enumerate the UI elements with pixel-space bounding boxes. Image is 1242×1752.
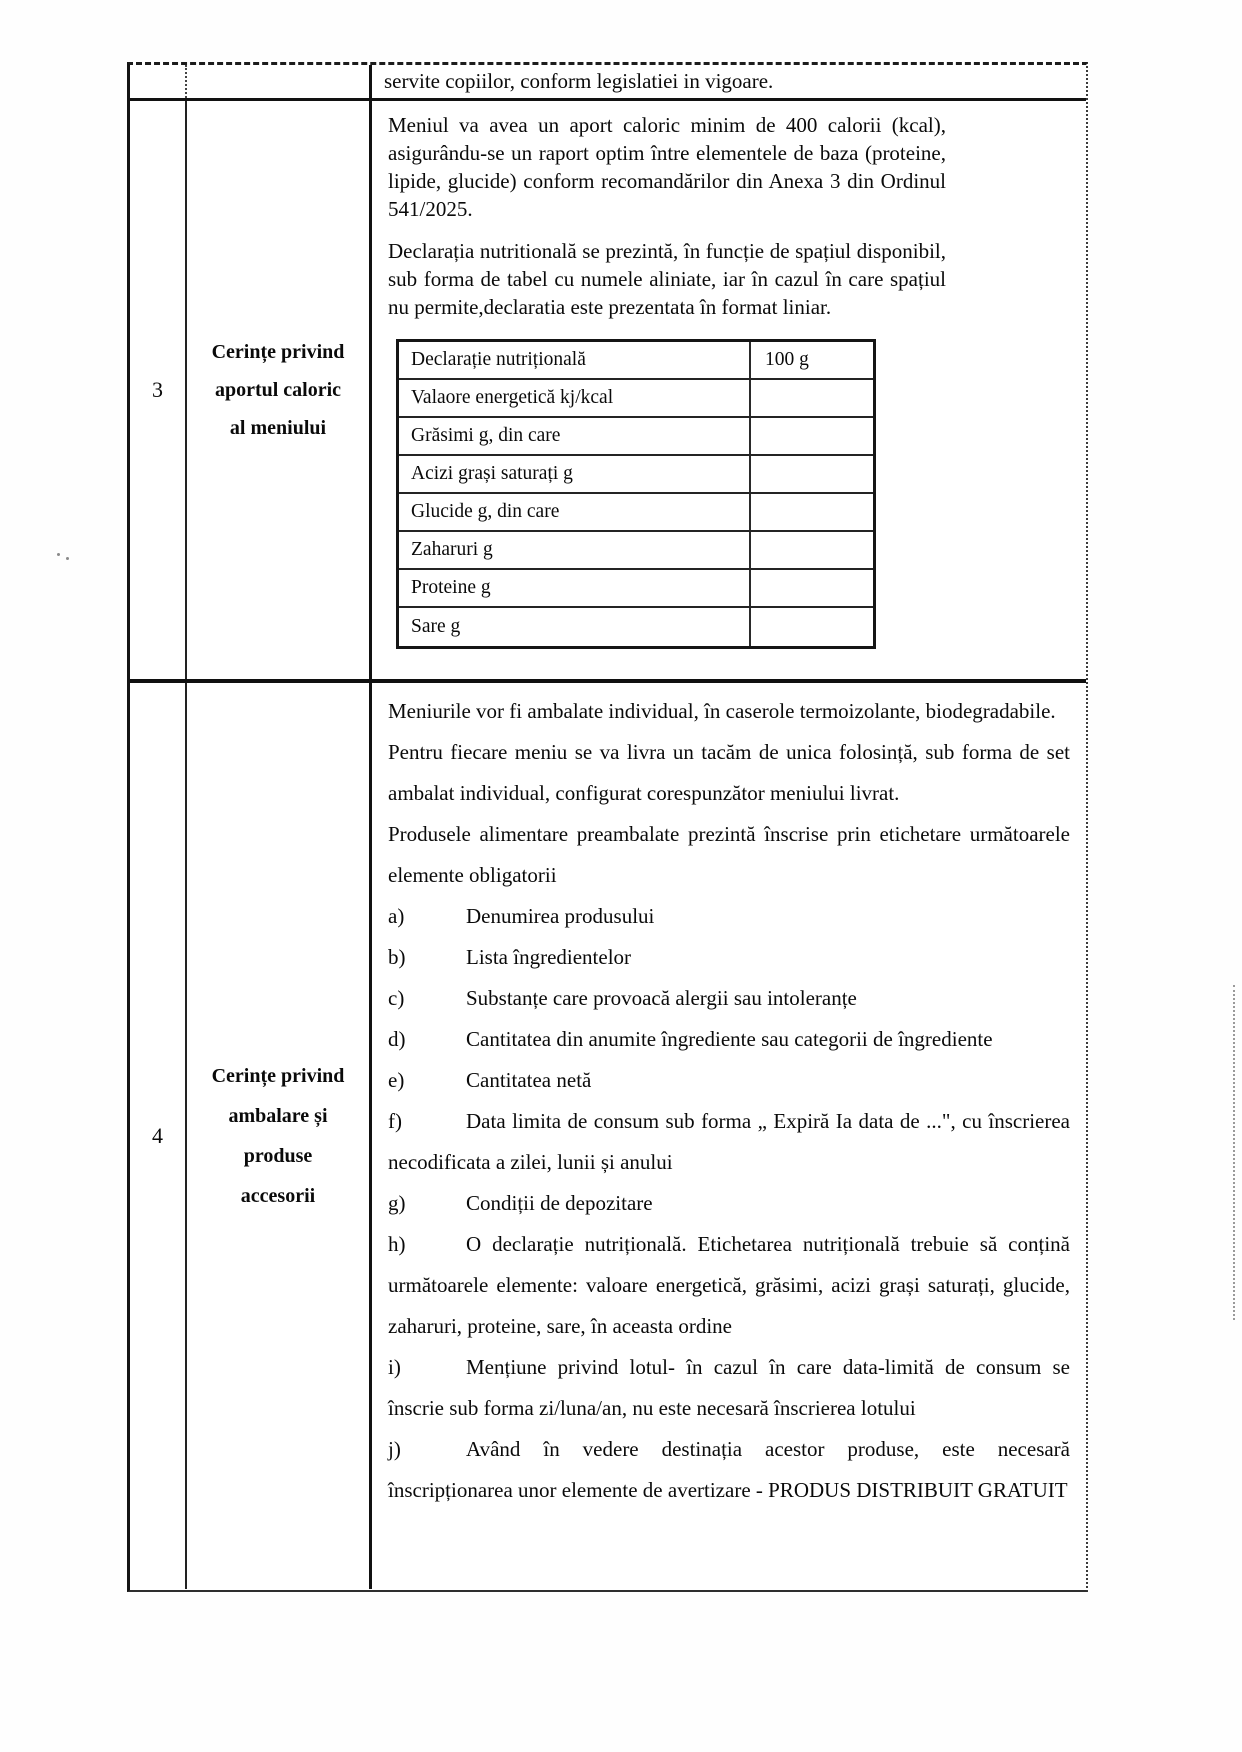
nutrition-row [399, 608, 873, 646]
carryover-row [130, 65, 1086, 101]
requirements-table [127, 62, 1088, 1592]
row-4-number-cell [130, 683, 187, 1589]
list-text: Mențiune privind lotul- în cazul în care data-limită de consum se înscrie sub forma zi/luna/an, nu este necesară înscrierea lotului [388, 1355, 1070, 1420]
row-number: 4 [152, 1123, 163, 1148]
scan-edge-artifact [1233, 985, 1235, 1320]
list-item [388, 896, 1070, 937]
list-text: Substanțe care provoacă alergii sau intoleranțe [466, 986, 857, 1010]
row-3-content-cell [372, 101, 1086, 679]
list-text: Condiții de depozitare [466, 1191, 653, 1215]
carryover-content-cell [372, 65, 1086, 98]
nutrition-row-label: Valaore energetică kj/kcal [399, 380, 751, 416]
list-item [388, 1101, 1070, 1183]
row-label-line: produse [243, 1145, 313, 1167]
nutrition-row-value [751, 608, 873, 646]
nutrition-row [399, 532, 873, 570]
list-marker: g) [388, 1191, 406, 1215]
row-3-number-cell [130, 101, 187, 679]
nutrition-header-value: 100 g [765, 349, 809, 370]
list-item [388, 1347, 1070, 1429]
nutrition-row-label: Grăsimi g, din care [399, 418, 751, 454]
nutrition-row-value [751, 380, 873, 416]
nutrition-row-value [751, 418, 873, 454]
list-item [388, 1183, 1070, 1224]
nutrition-row-value [751, 456, 873, 492]
list-marker: i) [388, 1355, 401, 1379]
content-paragraph: Declarația nutritională se prezintă, în funcție de spațiul disponibil, sub forma de tabel cu numele aliniate, iar în cazul în care spațiul nu permite,declaratia este prezentata în format liniar. [388, 239, 946, 319]
row-label-line: accesorii [240, 1185, 316, 1207]
list-marker: e) [388, 1068, 405, 1092]
list-text: O declarație nutrițională. Etichetarea nutrițională trebuie să conțină următoarele elemente: valoare energetică, grăsimi, acizi grași saturați, glucide, zaharuri, proteine, sare, în aceasta ordine [388, 1232, 1070, 1338]
content-paragraph: Meniurile vor fi ambalate individual, în caserole termoizolante, biodegradabile. [388, 699, 1056, 723]
row-4 [130, 683, 1086, 1589]
list-marker: b) [388, 945, 406, 969]
list-marker: f) [388, 1109, 402, 1133]
nutrition-row-label: Acizi grași saturați g [399, 456, 751, 492]
list-text: Denumirea produsului [466, 904, 655, 928]
nutrition-row [399, 418, 873, 456]
nutrition-row-value [751, 494, 873, 530]
list-text: Cantitatea netă [466, 1068, 592, 1092]
row-label-line: ambalare și [228, 1105, 328, 1127]
nutrition-row [399, 494, 873, 532]
row-4-label-cell [187, 683, 372, 1589]
carryover-label-cell [187, 65, 372, 98]
list-item [388, 1224, 1070, 1347]
list-marker: c) [388, 986, 405, 1010]
list-item [388, 1019, 1070, 1060]
nutrition-row [399, 456, 873, 494]
row-number: 3 [152, 377, 163, 402]
row-3 [130, 101, 1086, 683]
list-item [388, 1429, 1070, 1511]
list-marker: j) [388, 1437, 401, 1461]
list-item [388, 937, 1070, 978]
nutrition-header-row [399, 342, 873, 380]
content-paragraph: Produsele alimentare preambalate prezintă înscrise prin etichetare următoarele elemente obligatorii [388, 822, 1070, 887]
list-marker: h) [388, 1232, 406, 1256]
list-item [388, 978, 1070, 1019]
carryover-text: servite copiilor, conform legislatiei in vigoare. [384, 69, 774, 93]
nutrition-row [399, 570, 873, 608]
nutrition-row-label: Proteine g [399, 570, 751, 606]
nutrition-header-label: Declarație nutrițională [399, 342, 751, 378]
scan-speck [66, 557, 69, 560]
nutrition-row [399, 380, 873, 418]
list-text: Având în vedere destinația acestor produse, este necesară înscripționarea unor elemente de avertizare - PRODUS DISTRIBUIT GRATUIT [388, 1437, 1070, 1502]
list-text: Cantitatea din anumite îngrediente sau categorii de îngrediente [466, 1027, 993, 1051]
list-marker: d) [388, 1027, 406, 1051]
nutrition-row-label: Sare g [399, 608, 751, 646]
carryover-number-cell [130, 65, 187, 98]
list-text: Lista îngredientelor [466, 945, 632, 969]
list-marker: a) [388, 904, 405, 928]
list-text: Data limita de consum sub forma „ Expiră Ia data de ...", cu înscrierea necodificata a zilei, lunii și anului [388, 1109, 1070, 1174]
content-paragraph: Meniul va avea un aport caloric minim de 400 calorii (kcal), asigurându-se un raport optim între elementele de baza (proteine, lipide, glucide) conform recomandărilor din Anexa 3 din Ordinul 541/2025. [388, 113, 946, 221]
row-label-line: Cerințe privind [211, 341, 345, 363]
nutrition-row-label: Glucide g, din care [399, 494, 751, 530]
nutrition-row-value [751, 570, 873, 606]
row-label-line: al meniului [229, 417, 327, 439]
nutrition-table [396, 339, 876, 649]
row-3-label-cell [187, 101, 372, 679]
row-4-content-cell [372, 683, 1086, 1589]
list-item [388, 1060, 1070, 1101]
nutrition-row-label: Zaharuri g [399, 532, 751, 568]
scan-speck [57, 553, 60, 556]
row-label-line: aportul caloric [214, 379, 342, 401]
row-label-line: Cerințe privind [211, 1065, 345, 1087]
nutrition-row-value [751, 532, 873, 568]
content-paragraph: Pentru fiecare meniu se va livra un tacăm de unica folosință, sub forma de set ambalat individual, configurat corespunzător meniului livrat. [388, 740, 1070, 805]
